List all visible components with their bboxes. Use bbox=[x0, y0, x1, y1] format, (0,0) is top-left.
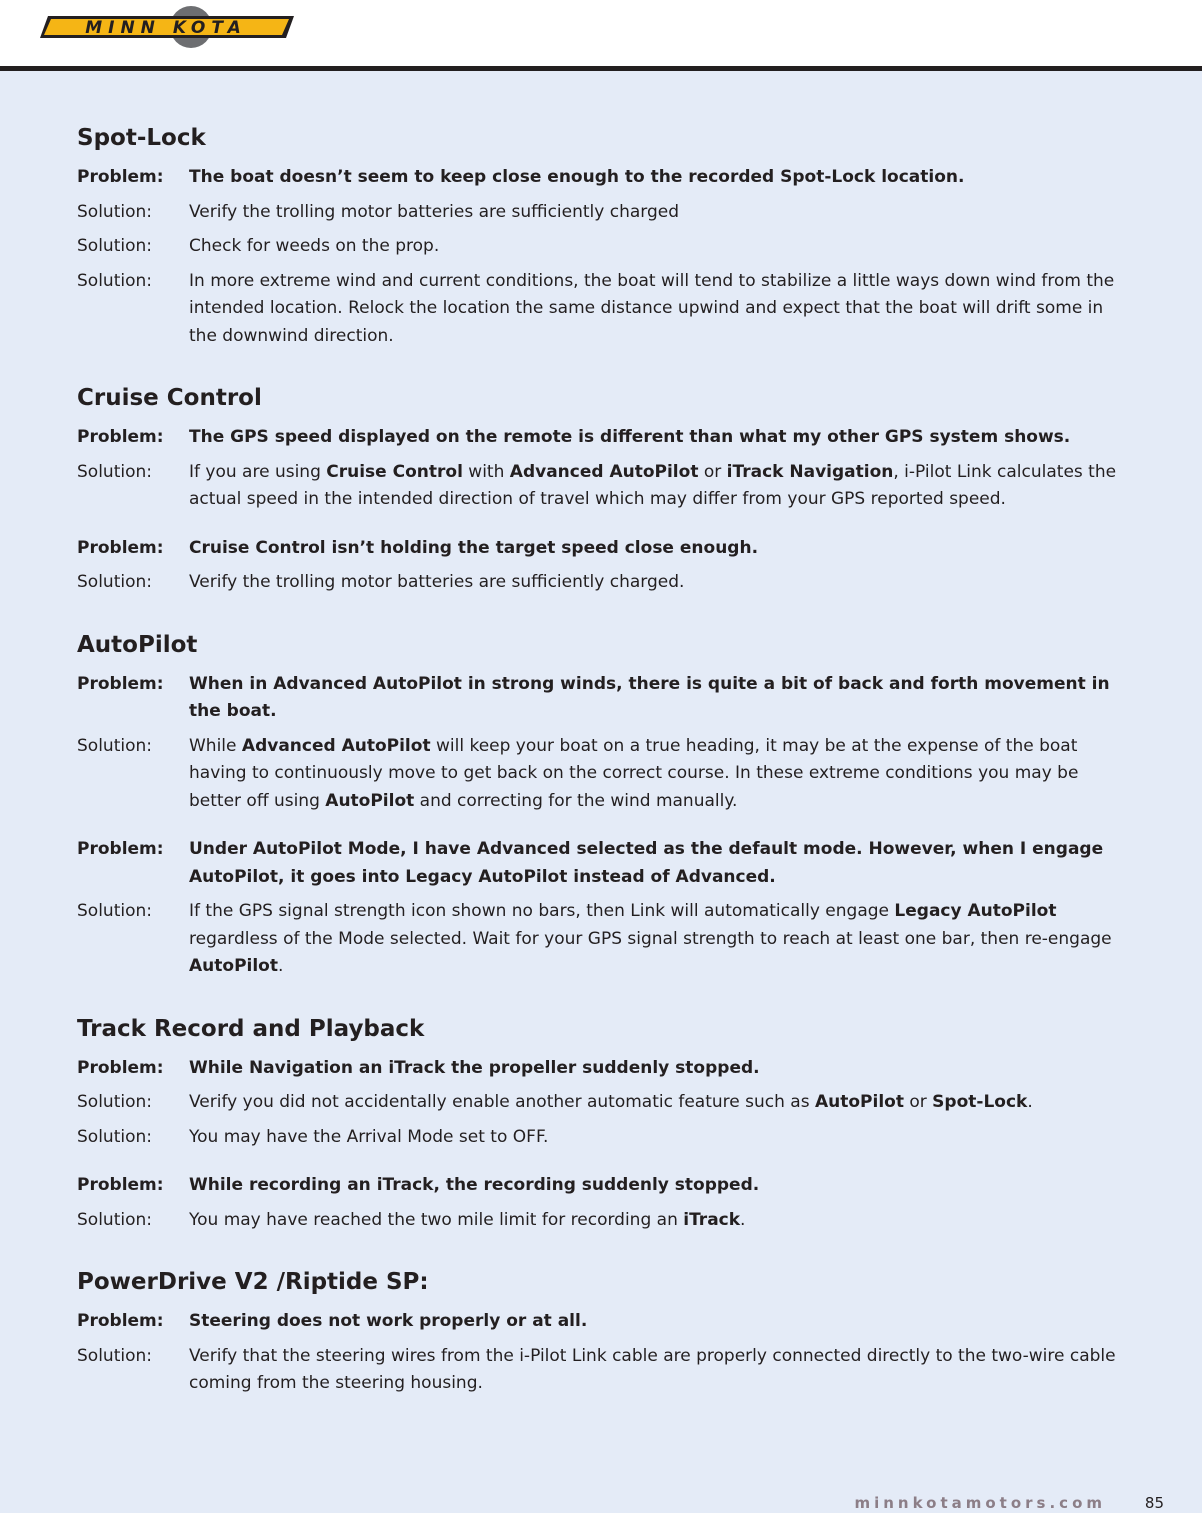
solution-row: Solution: You may have the Arrival Mode set to OFF. bbox=[77, 1126, 549, 1147]
solution-row: Solution: If you are using Cruise Control with Advanced AutoPilot or iTrack Navigation, i-Pilot Link calculates the actual speed in the intended direction of travel which may differ from your GPS reported speed. bbox=[77, 461, 1117, 509]
page-header bbox=[0, 0, 1202, 66]
footer-website: minnkotamotors.com bbox=[854, 1494, 1106, 1512]
solution-row: Solution: You may have reached the two mile limit for recording an iTrack. bbox=[77, 1209, 746, 1230]
logo-text: MINN KOTA bbox=[85, 18, 247, 38]
page-number: 85 bbox=[1144, 1494, 1164, 1512]
solution-row: Solution: Check for weeds on the prop. bbox=[77, 236, 440, 256]
section-title-powerdrive: PowerDrive V2 /Riptide SP: bbox=[77, 1269, 429, 1295]
section-title-spot-lock: Spot-Lock bbox=[77, 125, 206, 151]
solution-row: Solution: Verify the trolling motor batteries are sufficiently charged. bbox=[77, 572, 685, 592]
page-footer bbox=[0, 1494, 1202, 1513]
section-title-autopilot: AutoPilot bbox=[77, 631, 198, 658]
solution-row: Solution: In more extreme wind and current conditions, the boat will tend to stabilize a little ways down wind from the intended location. Relock the location the same distance upwind and expect that the boat will drift some in the downwind direction. bbox=[77, 270, 1115, 346]
solution-row: Solution: If the GPS signal strength icon shown no bars, then Link will automatically engage Legacy AutoPilot regardless of the Mode selected. Wait for your GPS signal strength to reach at least one bar, then re-engage AutoPilot. bbox=[77, 901, 1112, 976]
troubleshooting-content bbox=[77, 118, 1127, 1398]
problem-row: Problem: The GPS speed displayed on the remote is different than what my other GPS system shows. bbox=[77, 427, 1071, 447]
section-title-track-record: Track Record and Playback bbox=[77, 1015, 425, 1042]
minn-kota-logo bbox=[36, 4, 298, 50]
section-title-cruise-control: Cruise Control bbox=[77, 385, 262, 411]
header-rule bbox=[0, 66, 1202, 71]
solution-row: Solution: While Advanced AutoPilot will keep your boat on a true heading, it may be at the expense of the boat having to continuously move to get back on the correct course. In these extreme conditions you may be better off using AutoPilot and correcting for the wind manually. bbox=[77, 735, 1079, 811]
solution-row: Solution: Verify that the steering wires from the i-Pilot Link cable are properly connected directly to the two-wire cable coming from the steering housing. bbox=[77, 1345, 1116, 1393]
solution-row: Solution: Verify you did not accidentally enable another automatic feature such as AutoPilot or Spot-Lock. bbox=[77, 1092, 1033, 1112]
problem-row: Problem: While Navigation an iTrack the propeller suddenly stopped. bbox=[77, 1057, 760, 1078]
problem-row: Problem: Under AutoPilot Mode, I have Advanced selected as the default mode. However, when I engage AutoPilot, it goes into Legacy AutoPilot instead of Advanced. bbox=[77, 839, 1104, 887]
problem-row: Problem: Steering does not work properly or at all. bbox=[77, 1311, 588, 1331]
solution-row: Solution: Verify the trolling motor batteries are sufficiently charged bbox=[77, 201, 679, 222]
problem-row: Problem: When in Advanced AutoPilot in strong winds, there is quite a bit of back and forth movement in the boat. bbox=[77, 673, 1110, 721]
problem-row: Problem: Cruise Control isn’t holding the target speed close enough. bbox=[77, 537, 759, 558]
problem-row: Problem: While recording an iTrack, the recording suddenly stopped. bbox=[77, 1175, 760, 1195]
problem-row: Problem: The boat doesn’t seem to keep close enough to the recorded Spot-Lock location. bbox=[77, 167, 965, 187]
